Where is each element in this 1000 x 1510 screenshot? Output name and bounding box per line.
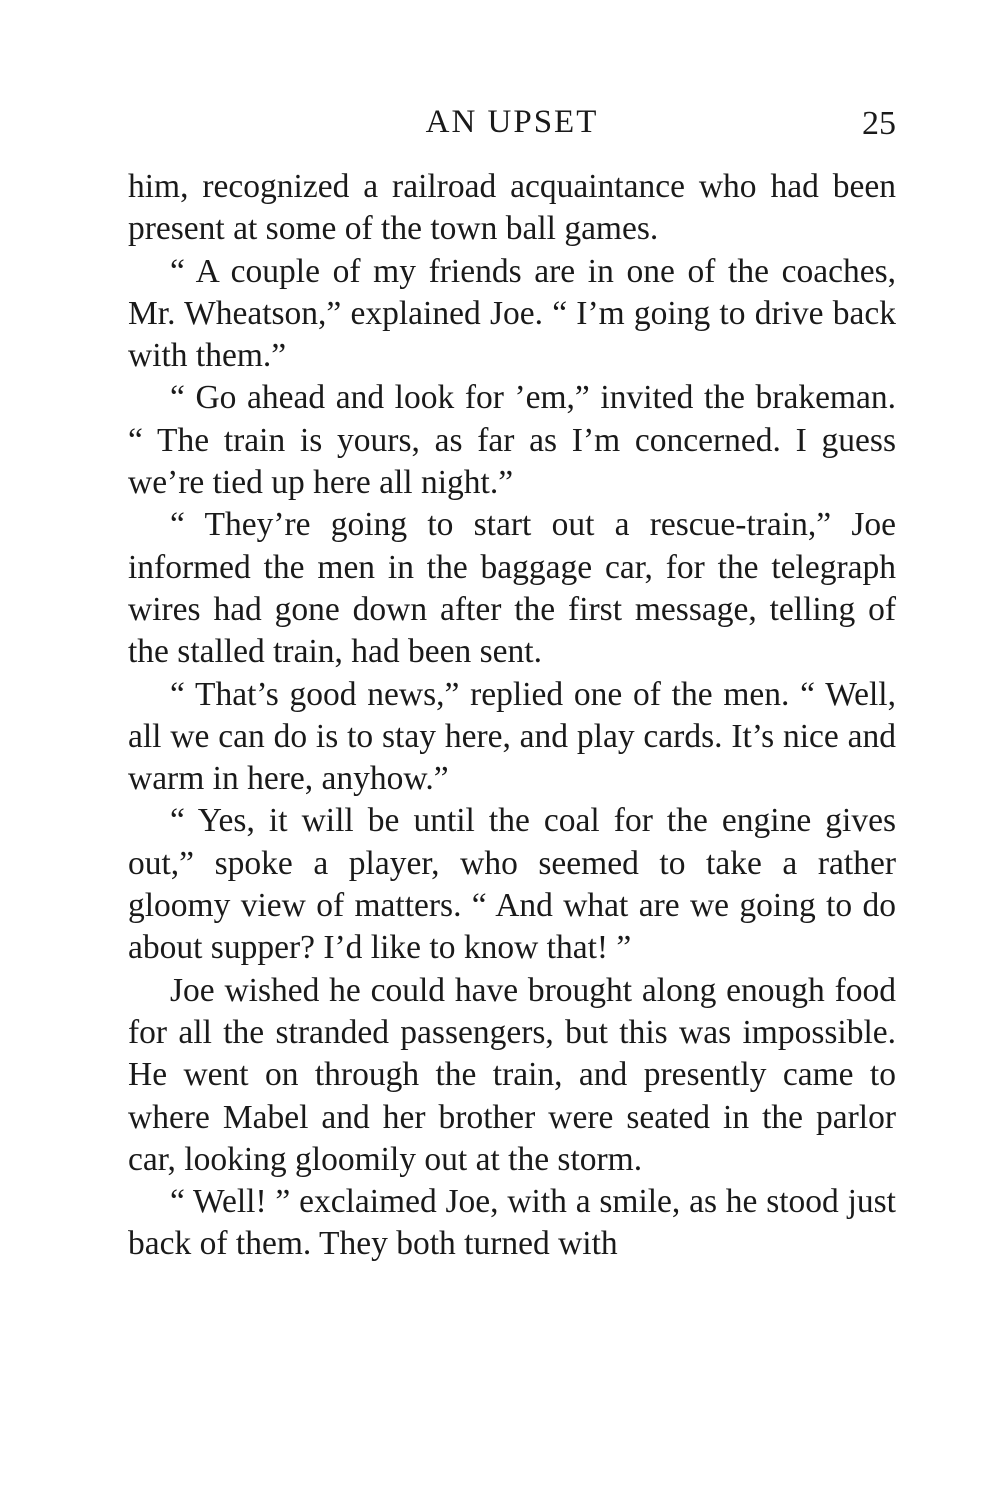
paragraph: Joe wished he could have brought along enough food for all the stranded passengers, but this was impossible. He went on through the train, and presently came to where Mabel and her brother were seated in the parlor car, looking gloomily out at the storm. bbox=[128, 971, 896, 1178]
body-text bbox=[128, 166, 896, 1266]
running-head bbox=[128, 100, 896, 144]
paragraph: “ Yes, it will be until the coal for the engine gives out,” spoke a player, who seemed to take a rather gloomy view of matters. “ And what are we going to do about supper? I’d like to know that! ” bbox=[128, 802, 896, 967]
chapter-title: AN UPSET bbox=[425, 104, 599, 140]
paragraph: “ Go ahead and look for ’em,” invited the brakeman. “ The train is yours, as far as I’m concerned. I guess we’re tied up here all night.” bbox=[128, 379, 896, 502]
paragraph: “ A couple of my friends are in one of the coaches, Mr. Wheatson,” explained Joe. “ I’m going to drive back with them.” bbox=[128, 252, 896, 375]
paragraph: him, recognized a railroad acquaintance who had been present at some of the town ball games. bbox=[128, 168, 896, 248]
paragraph: “ Well! ” exclaimed Joe, with a smile, as he stood just back of them. They both turned with bbox=[128, 1183, 896, 1263]
paragraph: “ They’re going to start out a rescue-train,” Joe informed the men in the baggage car, for the telegraph wires had gone down after the first message, telling of the stalled train, had been sent. bbox=[128, 506, 896, 671]
page-number: 25 bbox=[862, 105, 896, 142]
paragraph: “ That’s good news,” replied one of the men. “ Well, all we can do is to stay here, and play cards. It’s nice and warm in here, anyhow.” bbox=[128, 675, 896, 798]
